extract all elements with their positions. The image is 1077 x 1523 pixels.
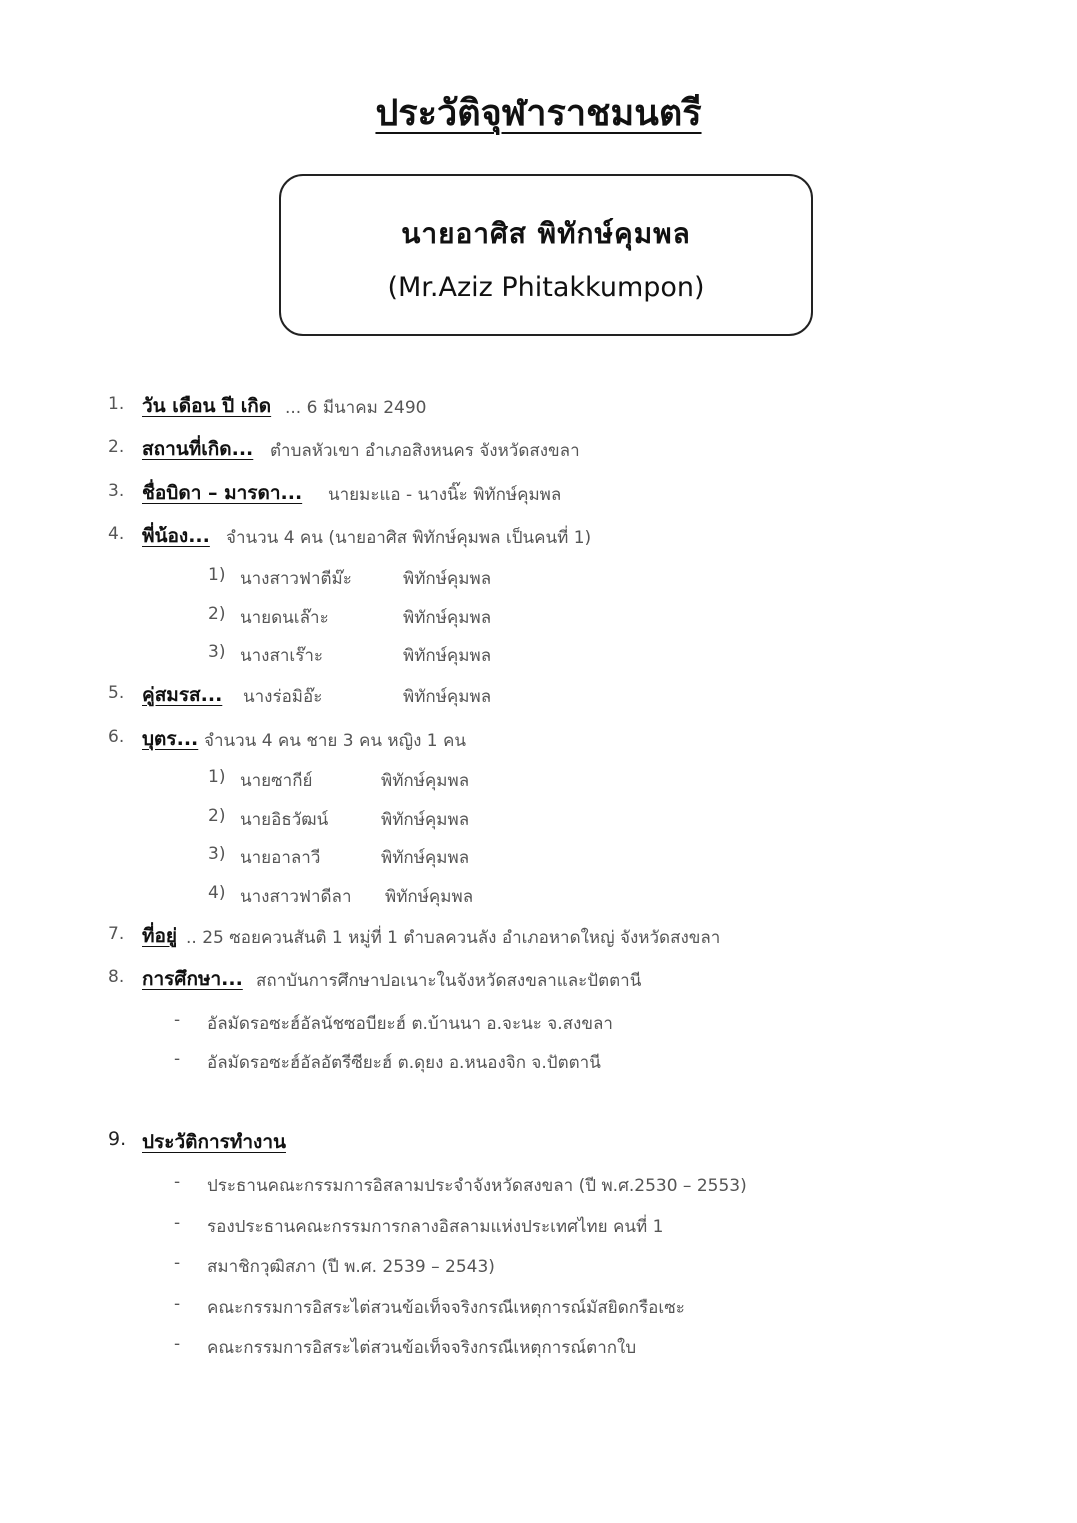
sibling-name: นายดนเล๊าะ <box>240 608 329 628</box>
bullet-dash: - <box>174 1294 181 1314</box>
child-surname: พิทักษ์คุมพล <box>381 848 470 868</box>
sibling-index: 3) <box>208 642 226 662</box>
child-name: นางสาวฟาดีลา <box>240 887 352 907</box>
item-value-birthplace: ตำบลหัวเขา อำเภอสิงหนคร จังหวัดสงขลา <box>270 441 580 461</box>
item-label-address: ที่อยู่ <box>142 925 178 947</box>
name-english: (Mr.Aziz Phitakkumpon) <box>387 272 705 303</box>
work-history-entry: รองประธานคณะกรรมการกลางอิสลามแห่งประเทศไทย คนที่ 1 <box>207 1217 664 1237</box>
sibling-index: 1) <box>208 565 226 585</box>
bullet-dash: - <box>174 1213 181 1233</box>
work-history-entry: คณะกรรมการอิสระไต่สวนข้อเท็จจริงกรณีเหตุการณ์ตากใบ <box>207 1338 637 1358</box>
item-number: 9. <box>108 1128 127 1150</box>
item-value-education: สถาบันการศึกษาปอเนาะในจังหวัดสงขลาและปัตตานี <box>256 971 642 991</box>
item-number: 4. <box>108 524 125 544</box>
child-name: นายซากีย์ <box>240 771 313 791</box>
sibling-name: นางสาเร๊าะ <box>240 646 324 666</box>
item-number: 8. <box>108 967 125 987</box>
bullet-dash: - <box>174 1010 181 1030</box>
item-label-parents: ชื่อบิดา – มารดา... <box>142 482 303 504</box>
item-number: 5. <box>108 683 125 703</box>
item-label-spouse: คู่สมรส... <box>142 684 223 706</box>
bullet-dash: - <box>174 1253 181 1273</box>
item-value-children: จำนวน 4 คน ชาย 3 คน หญิง 1 คน <box>204 731 466 751</box>
bullet-dash: - <box>174 1049 181 1069</box>
item-value-parents: นายมะแอ - นางนิ๊ะ พิทักษ์คุมพล <box>328 485 562 505</box>
item-number: 1. <box>108 394 125 414</box>
item-number: 7. <box>108 924 125 944</box>
spouse-surname: พิทักษ์คุมพล <box>403 687 492 707</box>
item-label-birthplace: สถานที่เกิด... <box>142 438 254 460</box>
child-index: 1) <box>208 767 226 787</box>
item-number: 3. <box>108 481 125 501</box>
item-label-siblings: พี่น้อง... <box>142 525 210 547</box>
sibling-surname: พิทักษ์คุมพล <box>403 569 492 589</box>
name-box <box>279 174 813 336</box>
sibling-name: นางสาวฟาตีม๊ะ <box>240 569 352 589</box>
child-surname: พิทักษ์คุมพล <box>381 810 470 830</box>
item-number: 2. <box>108 437 125 457</box>
item-value-birthdate: ... 6 มีนาคม 2490 <box>285 398 427 418</box>
education-entry: อัลมัดรอซะฮ์อัลนัชซอบียะฮ์ ต.บ้านนา อ.จะนะ จ.สงขลา <box>207 1014 613 1034</box>
item-value-siblings: จำนวน 4 คน (นายอาศิส พิทักษ์คุมพล เป็นคนที่ 1) <box>226 528 592 548</box>
work-history-entry: ประธานคณะกรรมการอิสลามประจำจังหวัดสงขลา (ปี พ.ศ.2530 – 2553) <box>207 1176 747 1196</box>
child-index: 2) <box>208 806 226 826</box>
item-value-spouse: นางร่อมิอ๊ะ <box>243 687 323 707</box>
item-label-education: การศึกษา... <box>142 968 243 990</box>
child-name: นายอาลาวี <box>240 848 321 868</box>
child-surname: พิทักษ์คุมพล <box>385 887 474 907</box>
work-history-entry: คณะกรรมการอิสระไต่สวนข้อเท็จจริงกรณีเหตุการณ์มัสยิดกรือเซะ <box>207 1298 685 1318</box>
item-label-children: บุตร... <box>142 728 199 750</box>
page-title: ประวัติจุฬาราชมนตรี <box>375 93 702 134</box>
sibling-surname: พิทักษ์คุมพล <box>403 646 492 666</box>
child-surname: พิทักษ์คุมพล <box>381 771 470 791</box>
bullet-dash: - <box>174 1172 181 1192</box>
name-thai: นายอาศิส พิทักษ์คุมพล <box>401 217 691 250</box>
item-number: 6. <box>108 727 125 747</box>
child-name: นายอิธวัฒน์ <box>240 810 329 830</box>
work-history-entry: สมาชิกวุฒิสภา (ปี พ.ศ. 2539 – 2543) <box>207 1257 495 1277</box>
child-index: 3) <box>208 844 226 864</box>
sibling-surname: พิทักษ์คุมพล <box>403 608 492 628</box>
bullet-dash: - <box>174 1334 181 1354</box>
child-index: 4) <box>208 883 226 903</box>
education-entry: อัลมัดรอซะฮ์อัลอัตรีซียะฮ์ ต.ดุยง อ.หนองจิก จ.ปัตตานี <box>207 1053 601 1073</box>
sibling-index: 2) <box>208 604 226 624</box>
item-label-work-history: ประวัติการทำงาน <box>142 1131 286 1153</box>
item-label-birthdate: วัน เดือน ปี เกิด <box>142 395 272 417</box>
item-value-address: .. 25 ซอยควนสันติ 1 หมู่ที่ 1 ตำบลควนลัง อำเภอหาดใหญ่ จังหวัดสงขลา <box>186 928 721 948</box>
